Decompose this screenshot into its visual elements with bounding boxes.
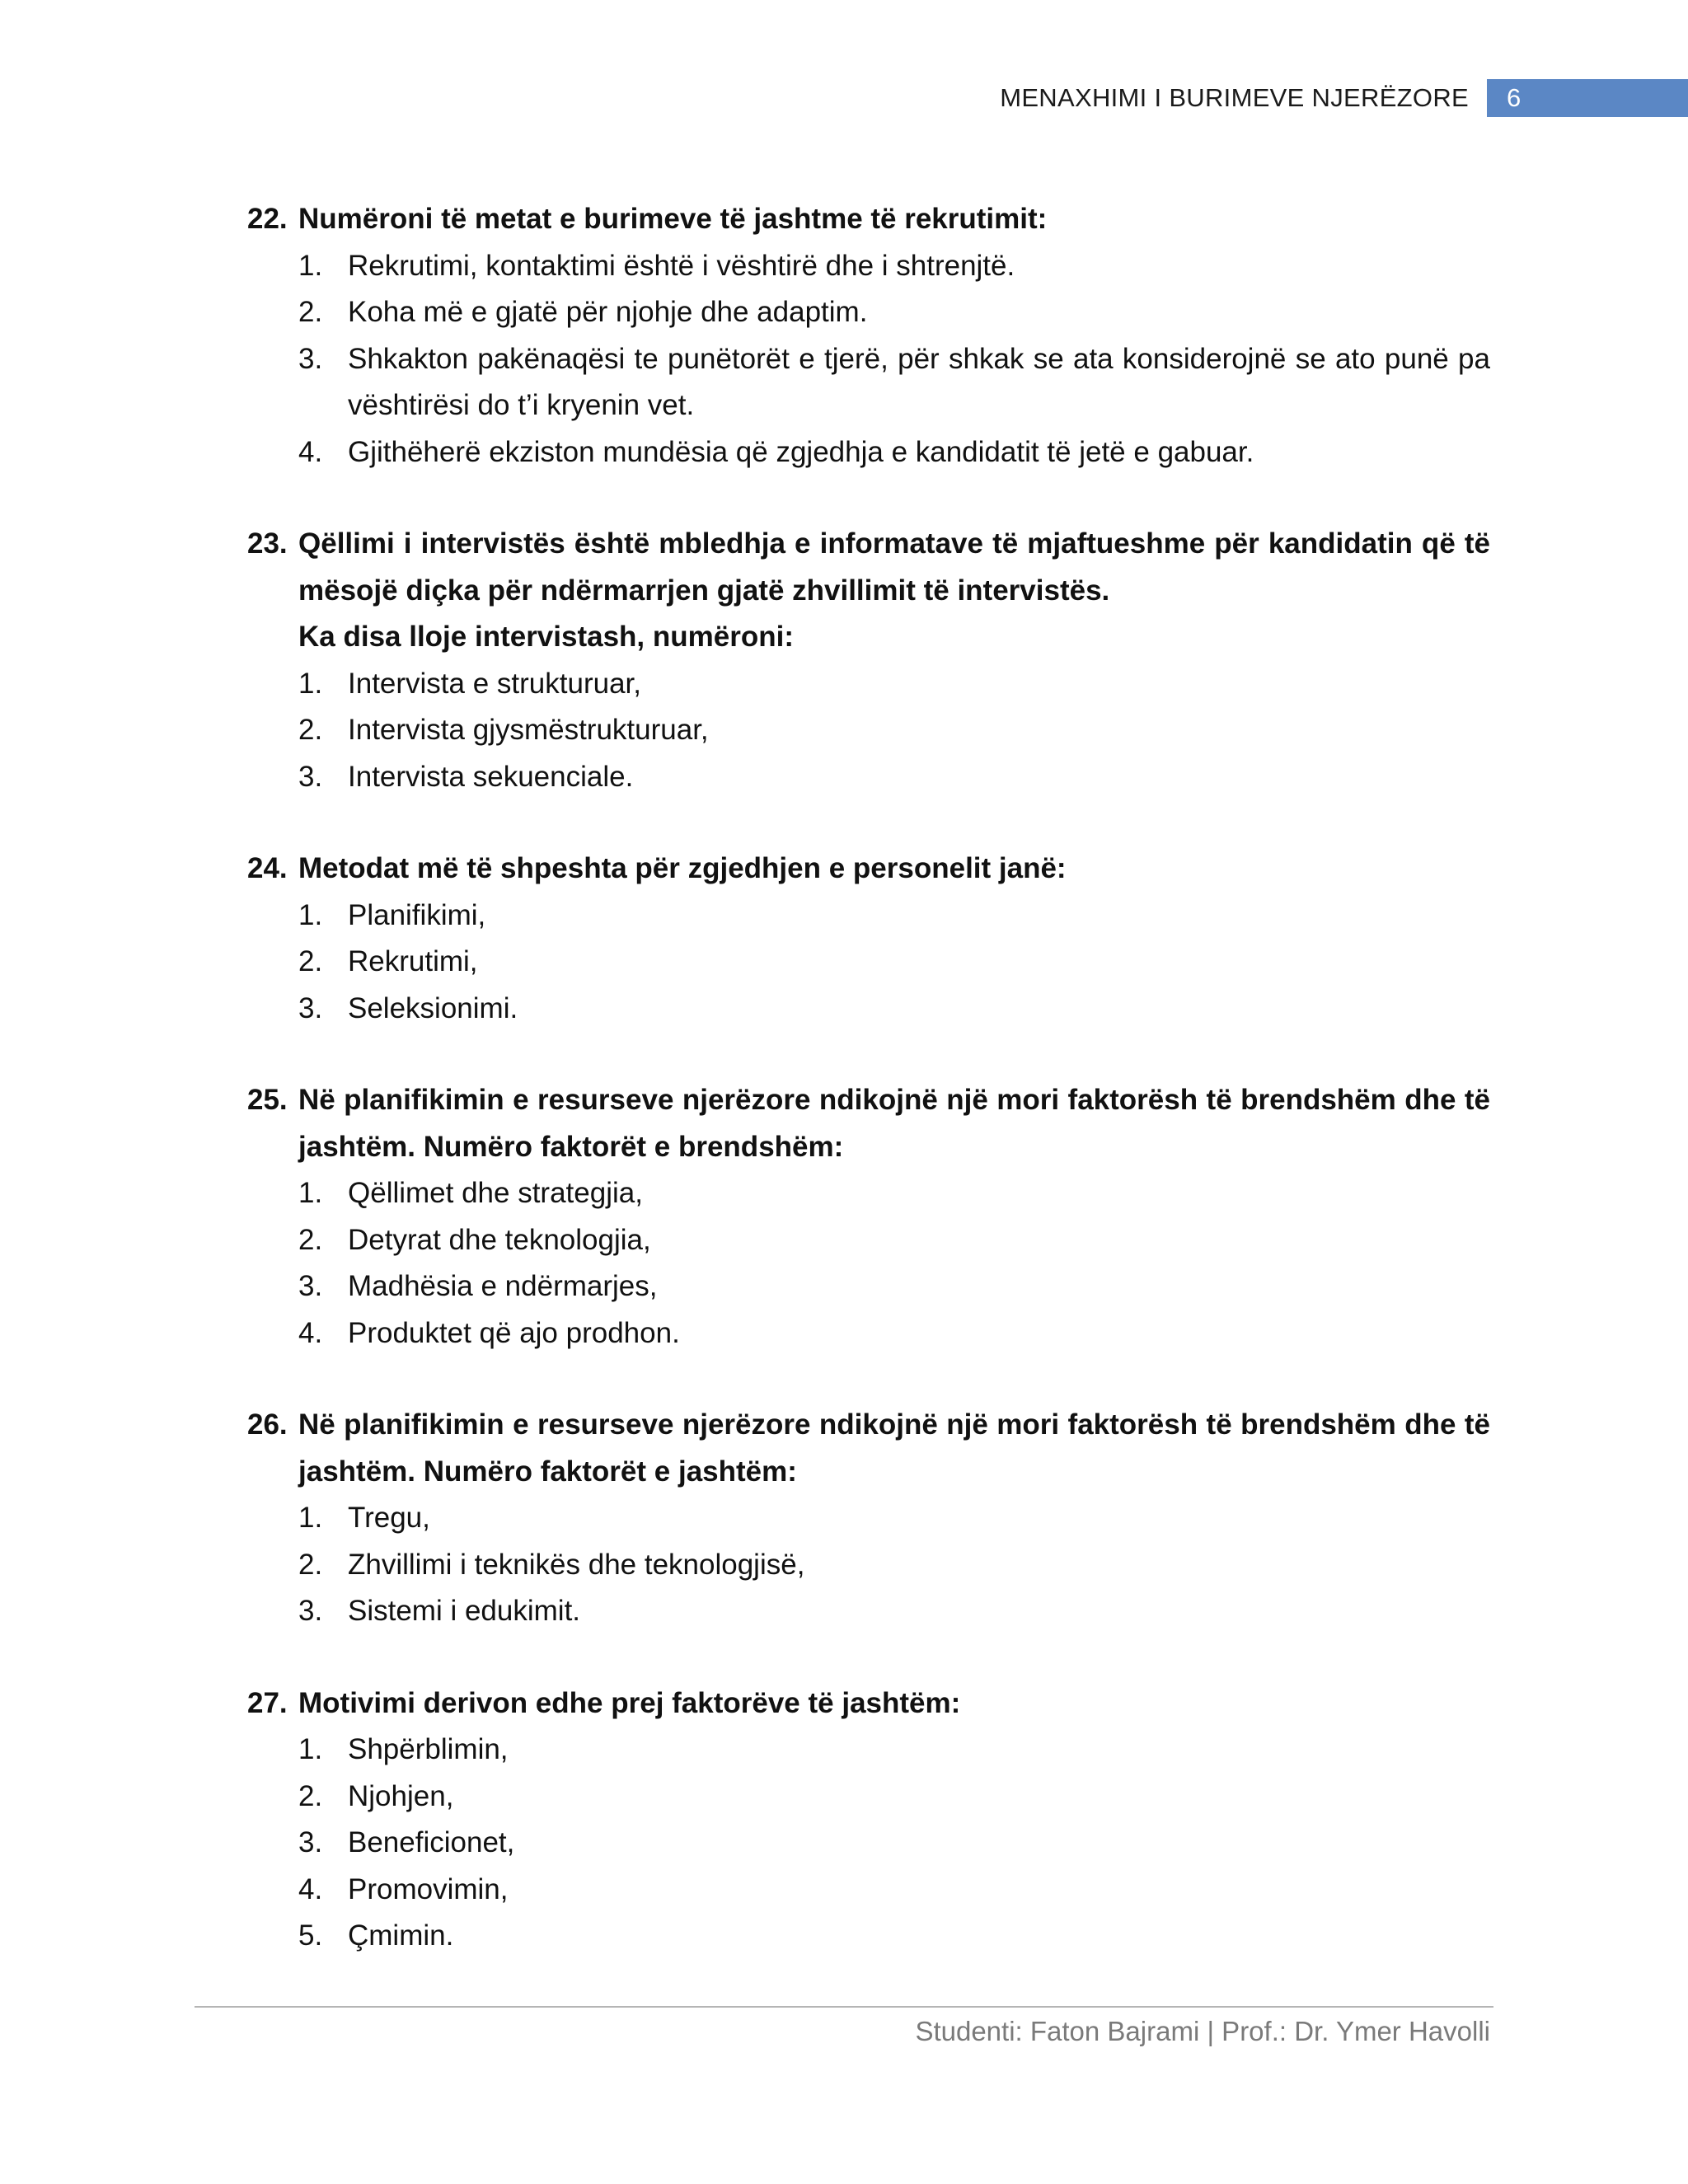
item-text: Qëllimet dhe strategjia, [348,1177,643,1209]
item-text: Shkakton pakënaqësi te punëtorët e tjerë, për shkak se ata konsiderojnë se ato punë pa vështirësi do t’i kryenin vet. [348,342,1490,421]
item-text: Rekrutimi, [348,945,478,977]
list-item [298,429,1490,476]
question-text-block [298,521,1490,661]
item-text: Madhësia e ndërmarjes, [348,1270,658,1302]
item-text: Intervista e strukturuar, [348,667,641,700]
question-text: Numëroni të metat e burimeve të jashtme të rekrutimit: [298,203,1048,235]
item-text: Zhvillimi i teknikës dhe teknologjisë, [348,1548,805,1581]
item-number: 1. [298,898,323,931]
answer-list [247,1495,1490,1635]
list-item [298,1170,1490,1217]
item-number: 3. [298,1270,323,1302]
item-number: 3. [298,991,323,1024]
list-item [298,243,1490,290]
item-number: 3. [298,1595,323,1627]
list-item [298,1727,1490,1774]
item-text: Produktet që ajo prodhon. [348,1316,680,1349]
item-number: 3. [298,760,323,793]
list-item [298,754,1490,801]
question-25 [247,1077,1490,1357]
question-26 [247,1402,1490,1635]
question-number: 24. [247,852,288,884]
item-number: 2. [298,296,323,328]
item-text: Planifikimi, [348,898,486,931]
question-heading [247,1402,1490,1495]
question-text: Në planifikimin e resurseve njerëzore ndikojnë një mori faktorësh të brendshëm dhe të jashtëm. Numëro faktorët e jashtëm: [298,1408,1490,1488]
item-number: 5. [298,1919,323,1952]
item-number: 4. [298,435,323,468]
question-heading [247,1077,1490,1170]
document-title: MENAXHIMI I BURIMEVE NJERËZORE [1000,83,1469,112]
list-item [298,1588,1490,1635]
item-text: Rekrutimi, kontaktimi është i vështirë dhe i shtrenjtë. [348,249,1015,282]
document-body [247,196,1490,2005]
item-text: Seleksionimi. [348,991,518,1024]
answer-list [247,661,1490,801]
item-number: 2. [298,1548,323,1581]
item-number: 2. [298,945,323,977]
question-subtext: Ka disa lloje intervistash, numëroni: [298,621,794,653]
list-item [298,1774,1490,1821]
list-item [298,939,1490,986]
item-number: 1. [298,1502,323,1534]
list-item [298,1820,1490,1867]
question-heading [247,846,1490,893]
question-text: Qëllimi i intervistës është mbledhja e informatave të mjaftueshme për kandidatin që të mësojë diçka për ndërmarrjen gjatë zhvillimit të intervistës. [298,527,1490,607]
list-item [298,289,1490,336]
list-item [298,336,1490,429]
item-text: Promovimin, [348,1872,509,1905]
item-text: Intervista gjysmëstrukturuar, [348,714,709,746]
list-item [298,893,1490,940]
question-number: 23. [247,527,288,560]
item-text: Detyrat dhe teknologjia, [348,1223,651,1256]
list-item [298,1913,1490,1960]
page-header [1000,79,1688,117]
item-text: Njohjen, [348,1779,454,1812]
question-22 [247,196,1490,476]
footer-divider [195,2006,1493,2008]
page-footer: Studenti: Faton Bajrami | Prof.: Dr. Ymer Havolli [915,2016,1490,2046]
list-item [298,1217,1490,1264]
item-number: 2. [298,1223,323,1256]
question-24 [247,846,1490,1032]
item-text: Shpërblimin, [348,1733,509,1765]
question-heading [247,1680,1490,1727]
answer-list [247,1170,1490,1357]
question-number: 22. [247,203,288,235]
question-number: 27. [247,1686,288,1719]
page-number: 6 [1487,79,1688,117]
answer-list [247,1727,1490,1960]
list-item [298,707,1490,754]
question-text: Në planifikimin e resurseve njerëzore ndikojnë një mori faktorësh të brendshëm dhe të jashtëm. Numëro faktorët e brendshëm: [298,1084,1490,1163]
item-number: 1. [298,249,323,282]
list-item [298,1310,1490,1357]
question-heading [247,521,1490,661]
list-item [298,661,1490,708]
list-item [298,1495,1490,1542]
item-number: 2. [298,1779,323,1812]
item-text: Gjithëherë ekziston mundësia që zgjedhja e kandidatit të jetë e gabuar. [348,435,1254,468]
item-number: 4. [298,1316,323,1349]
item-number: 1. [298,1733,323,1765]
list-item [298,1867,1490,1914]
answer-list [247,243,1490,476]
item-number: 3. [298,1826,323,1858]
answer-list [247,893,1490,1033]
question-23 [247,521,1490,800]
item-text: Koha më e gjatë për njohje dhe adaptim. [348,296,868,328]
item-text: Çmimin. [348,1919,454,1952]
list-item [298,1263,1490,1310]
item-text: Beneficionet, [348,1826,515,1858]
list-item [298,1542,1490,1589]
item-number: 4. [298,1872,323,1905]
question-text: Metodat më të shpeshta për zgjedhjen e personelit janë: [298,852,1067,884]
question-number: 26. [247,1408,288,1441]
question-heading [247,196,1490,243]
item-text: Tregu, [348,1502,430,1534]
item-number: 1. [298,667,323,700]
list-item [298,986,1490,1033]
question-number: 25. [247,1084,288,1116]
item-number: 1. [298,1177,323,1209]
item-text: Intervista sekuenciale. [348,760,634,793]
question-text: Motivimi derivon edhe prej faktorëve të jashtëm: [298,1686,961,1719]
question-27 [247,1680,1490,1960]
item-text: Sistemi i edukimit. [348,1595,581,1627]
item-number: 3. [298,342,323,375]
item-number: 2. [298,714,323,746]
